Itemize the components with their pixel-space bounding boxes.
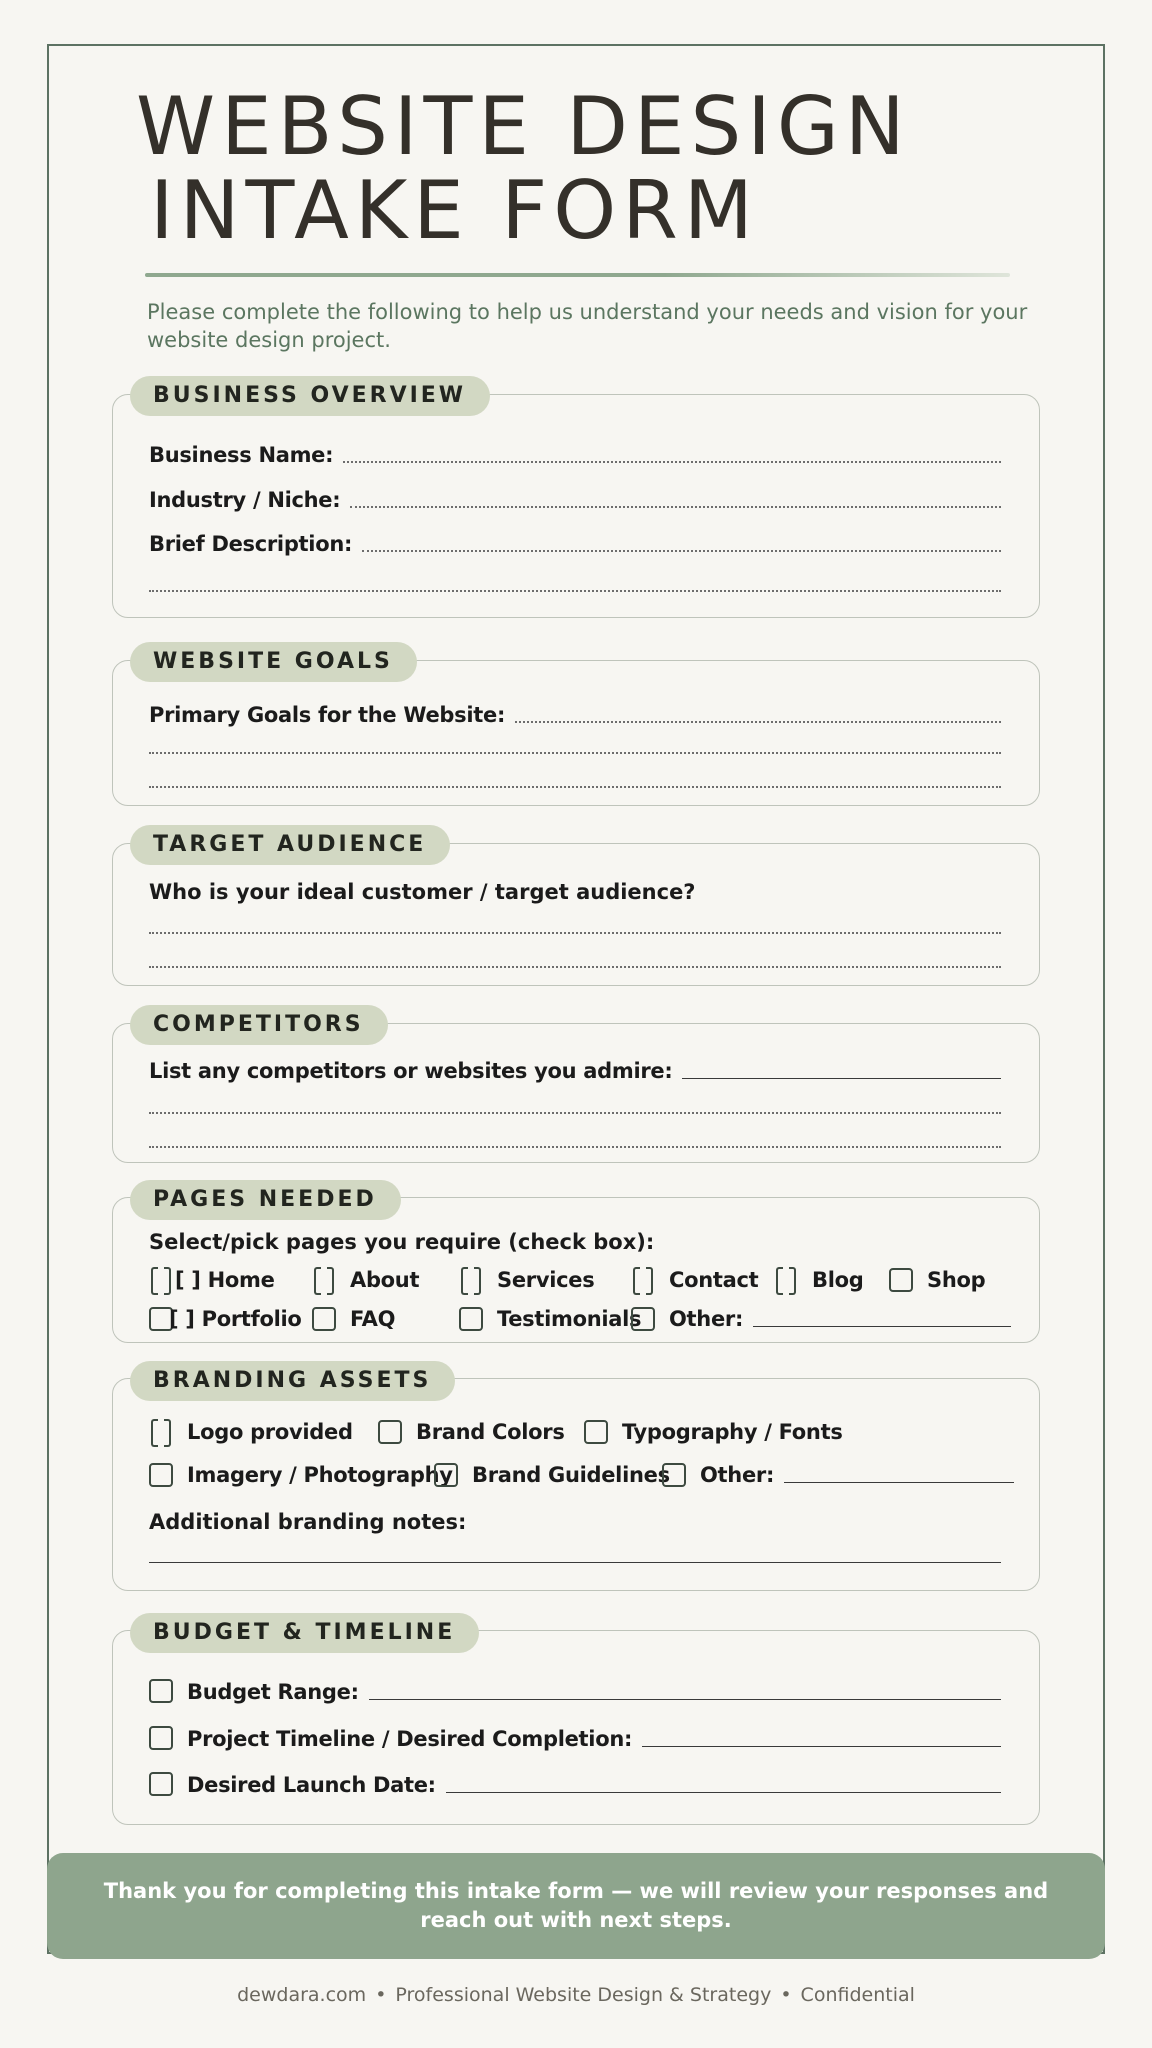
competitors-line[interactable] — [682, 1078, 1001, 1079]
section-heading-website-goals: WEBSITE GOALS — [130, 642, 417, 682]
page-option-services[interactable] — [459, 1265, 594, 1295]
description-line-2[interactable] — [149, 590, 1001, 592]
page-option-blog-label: Blog — [812, 1268, 864, 1292]
competitors-label: List any competitors or websites you admire: — [149, 1059, 673, 1083]
checkbox-icon[interactable] — [459, 1307, 483, 1331]
business-name-label: Business Name: — [149, 443, 334, 467]
brand-other-line[interactable] — [784, 1482, 1014, 1483]
timeline-field[interactable] — [149, 1720, 1001, 1754]
industry-line[interactable] — [350, 506, 1001, 508]
thank-you-banner — [47, 1853, 1105, 1959]
page-option-testimonials-label: Testimonials — [497, 1307, 642, 1331]
business-name-field[interactable] — [149, 436, 1001, 470]
bracket-checkbox-icon[interactable] — [149, 1419, 173, 1445]
primary-goals-label: Primary Goals for the Website: — [149, 703, 506, 727]
bracket-checkbox-icon[interactable] — [774, 1267, 798, 1293]
launch-date-label: Desired Launch Date: — [187, 1773, 436, 1797]
page-other-line[interactable] — [753, 1326, 1011, 1327]
pages-instruction: Select/pick pages you require (check box): — [149, 1230, 655, 1254]
page-option-faq[interactable] — [312, 1304, 395, 1334]
brand-option-other[interactable] — [662, 1460, 1014, 1490]
brand-option-colors[interactable] — [378, 1417, 565, 1447]
page-option-shop-label: Shop — [927, 1268, 986, 1292]
thank-you-line-2: reach out with next steps. — [420, 1908, 732, 1932]
footer-site: dewdara.com — [237, 1984, 367, 2006]
page-option-about-label: About — [350, 1268, 420, 1292]
page-option-other[interactable] — [631, 1304, 1011, 1334]
timeline-line[interactable] — [642, 1746, 1001, 1747]
section-heading-competitors: COMPETITORS — [130, 1005, 388, 1045]
page-option-portfolio[interactable] — [149, 1304, 302, 1334]
competitors-field[interactable] — [149, 1052, 1001, 1086]
page-option-portfolio-label: [ ] Portfolio — [169, 1307, 302, 1331]
page-option-testimonials[interactable] — [459, 1304, 641, 1334]
description-label: Brief Description: — [149, 532, 353, 556]
form-title-line-1: WEBSITE DESIGN — [136, 80, 911, 173]
launch-date-line[interactable] — [446, 1792, 1001, 1793]
title-divider — [145, 273, 1010, 277]
brand-option-logo[interactable] — [149, 1417, 353, 1447]
budget-range-label: Budget Range: — [187, 1680, 359, 1704]
page-option-about[interactable] — [312, 1265, 419, 1295]
page-option-contact[interactable] — [631, 1265, 758, 1295]
checkbox-icon[interactable] — [149, 1679, 173, 1703]
checkbox-icon[interactable] — [149, 1772, 173, 1796]
budget-range-field[interactable] — [149, 1673, 1001, 1707]
section-heading-business-overview: BUSINESS OVERVIEW — [130, 376, 490, 416]
section-heading-target-audience: TARGET AUDIENCE — [130, 825, 450, 865]
primary-goals-field[interactable] — [149, 696, 1001, 730]
audience-line-1[interactable] — [149, 932, 1001, 934]
checkbox-icon[interactable] — [631, 1307, 655, 1331]
page-option-contact-label: Contact — [669, 1268, 759, 1292]
intro-text: Please complete the following to help us understand your needs and vision for your website design project. — [147, 300, 1028, 352]
business-name-line[interactable] — [343, 461, 1001, 463]
footer-meta — [0, 1984, 1152, 2006]
branding-notes-line[interactable] — [149, 1562, 1001, 1563]
bracket-checkbox-icon[interactable] — [631, 1267, 655, 1293]
description-line[interactable] — [362, 550, 1001, 552]
section-heading-pages-needed: PAGES NEEDED — [130, 1180, 401, 1220]
checkbox-icon[interactable] — [312, 1307, 336, 1331]
audience-line-2[interactable] — [149, 966, 1001, 968]
brand-option-colors-label: Brand Colors — [416, 1420, 565, 1444]
thank-you-line-1: Thank you for completing this intake form — we will review your responses and — [103, 1879, 1049, 1903]
timeline-label: Project Timeline / Desired Completion: — [187, 1727, 633, 1751]
budget-range-line[interactable] — [369, 1699, 1001, 1700]
form-title-line-2: INTAKE FORM — [150, 164, 759, 257]
page-option-services-label: Services — [497, 1268, 595, 1292]
brand-option-logo-label: Logo provided — [187, 1420, 353, 1444]
checkbox-icon[interactable] — [434, 1463, 458, 1487]
brand-option-imagery-label: Imagery / Photography — [187, 1463, 453, 1487]
page-option-shop[interactable] — [889, 1265, 985, 1295]
competitors-line-2[interactable] — [149, 1112, 1001, 1114]
page-option-blog[interactable] — [774, 1265, 863, 1295]
competitors-line-3[interactable] — [149, 1146, 1001, 1148]
primary-goals-line[interactable] — [515, 721, 1001, 723]
bracket-checkbox-icon[interactable] — [459, 1267, 483, 1293]
audience-question: Who is your ideal customer / target audience? — [149, 880, 696, 904]
brand-option-guidelines[interactable] — [434, 1460, 670, 1490]
checkbox-icon[interactable] — [149, 1463, 173, 1487]
checkbox-icon[interactable] — [149, 1726, 173, 1750]
brand-option-typography-label: Typography / Fonts — [622, 1420, 843, 1444]
page-option-faq-label: FAQ — [350, 1307, 396, 1331]
page-option-home[interactable] — [149, 1265, 275, 1295]
brand-option-typography[interactable] — [584, 1417, 843, 1447]
footer-confidential: Confidential — [800, 1984, 915, 2006]
page-option-other-label: Other: — [669, 1307, 744, 1331]
page-option-home-label: [ ] Home — [175, 1268, 275, 1292]
checkbox-icon[interactable] — [662, 1463, 686, 1487]
launch-date-field[interactable] — [149, 1766, 1001, 1800]
bracket-checkbox-icon[interactable] — [149, 1267, 173, 1293]
form-title — [136, 80, 1036, 257]
footer-tagline: Professional Website Design & Strategy — [395, 1984, 772, 2006]
brand-option-other-label: Other: — [700, 1463, 775, 1487]
section-heading-branding-assets: BRANDING ASSETS — [130, 1361, 455, 1401]
checkbox-icon[interactable] — [889, 1268, 913, 1292]
checkbox-icon[interactable] — [584, 1420, 608, 1444]
primary-goals-line-2[interactable] — [149, 752, 1001, 754]
footer-separator: • — [375, 1984, 387, 2006]
brand-option-guidelines-label: Brand Guidelines — [472, 1463, 670, 1487]
branding-notes-label: Additional branding notes: — [149, 1510, 467, 1534]
description-field[interactable] — [149, 525, 1001, 559]
section-heading-budget-timeline: BUDGET & TIMELINE — [130, 1613, 479, 1653]
bracket-checkbox-icon[interactable] — [312, 1267, 336, 1293]
footer-separator: • — [780, 1984, 792, 2006]
checkbox-icon[interactable] — [378, 1420, 402, 1444]
industry-label: Industry / Niche: — [149, 488, 341, 512]
primary-goals-line-3[interactable] — [149, 786, 1001, 788]
industry-field[interactable] — [149, 481, 1001, 515]
brand-option-imagery[interactable] — [149, 1460, 453, 1490]
